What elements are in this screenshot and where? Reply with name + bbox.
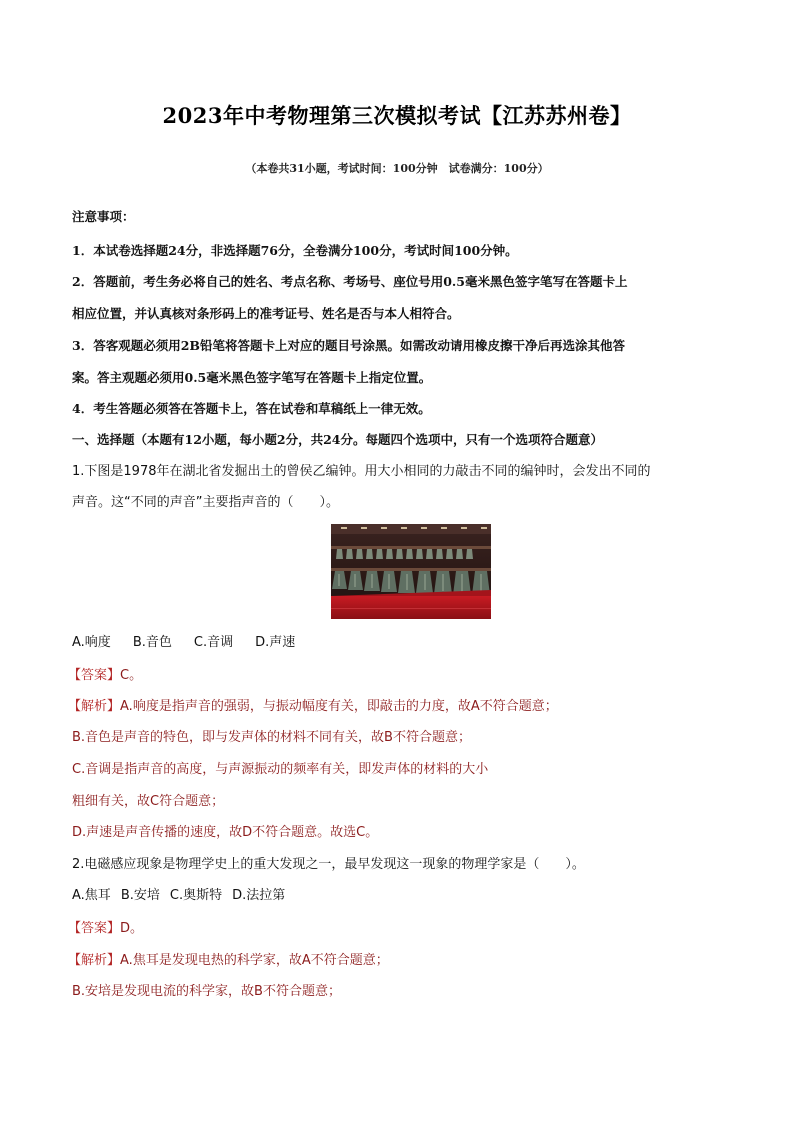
- analysis-tag: 【解析】: [68, 699, 121, 714]
- answer-tag: 【答案】: [68, 668, 121, 683]
- notice-3: 3．答客观题必须用2B铅笔将答题卡上对应的题目号涂黑。如需改动请用橡皮擦干净后再选涂其他答: [72, 338, 625, 353]
- page-title: 2023年中考物理第三次模拟考试【江苏苏州卷】: [162, 103, 632, 128]
- q1-analysis-line3: C.音调是指声音的高度，与声源振动的频率有关，即发声体的材料的大小: [72, 762, 489, 777]
- notice-2-cont: 相应位置，并认真核对条形码上的准考证号、姓名是否与本人相符合。: [72, 306, 460, 321]
- q1-options: [72, 634, 317, 651]
- analysis-text: A.焦耳是发现电热的科学家，故A不符合题意；: [120, 953, 389, 968]
- q1-analysis-line1: [68, 697, 558, 715]
- notice-3-cont: 案。答主观题必须用0.5毫米黑色签字笔写在答题卡上指定位置。: [72, 370, 432, 385]
- q2-option-a: A.焦耳: [72, 888, 111, 903]
- notice-heading: 注意事项：: [72, 209, 135, 224]
- q1-analysis-line5: D.声速是声音传播的速度，故D不符合题意。故选C。: [72, 825, 379, 840]
- q1-analysis-line4: 粗细有关，故C符合题意；: [72, 794, 225, 809]
- section-heading: 一、选择题（本题有12小题，每小题2分，共24分。每题四个选项中，只有一个选项符合题意）: [72, 432, 603, 447]
- q2-answer: [68, 919, 143, 937]
- q1-analysis-line2: B.音色是声音的特色，即与发声体的材料不同有关，故B不符合题意；: [72, 730, 471, 745]
- q1-option-d: D.声速: [255, 635, 296, 650]
- answer-value: C。: [120, 668, 143, 683]
- q2-analysis-line2: B.安培是发现电流的科学家，故B不符合题意；: [72, 984, 341, 999]
- answer-value: D。: [120, 921, 144, 936]
- notice-1: 1．本试卷选择题24分，非选择题76分，全卷满分100分，考试时间100分钟。: [72, 243, 518, 258]
- bianzhong-bells-photo: [331, 524, 491, 619]
- analysis-text: A.响度是指声音的强弱，与振动幅度有关，即敲击的力度，故A不符合题意；: [120, 699, 558, 714]
- q2-option-d: D.法拉第: [232, 888, 286, 903]
- q1-option-c: C.音调: [193, 635, 234, 650]
- exam-subtitle: （本卷共31小题，考试时间：100分钟 试卷满分：100分）: [245, 162, 549, 175]
- q1-answer: [68, 666, 142, 684]
- notice-2: 2．答题前，考生务必将自己的姓名、考点名称、考场号、座位号用0.5毫米黑色签字笔写在答题卡上: [72, 274, 628, 289]
- answer-tag: 【答案】: [68, 921, 121, 936]
- q2-option-b: B.安培: [120, 888, 160, 903]
- q1-option-b: B.音色: [132, 635, 172, 650]
- q1-stem-line1: 1.下图是1978年在湖北省发掘出土的曾侯乙编钟。用大小相同的力敲击不同的编钟时，会发出不同的: [72, 464, 651, 479]
- q1-stem-line2: 声音。这“不同的声音”主要指声音的（ ）。: [72, 495, 339, 510]
- q2-options: [72, 887, 295, 904]
- analysis-tag: 【解析】: [68, 953, 121, 968]
- q2-option-c: C.奥斯特: [169, 888, 223, 903]
- notice-4: 4．考生答题必须答在答题卡上，答在试卷和草稿纸上一律无效。: [72, 401, 431, 416]
- q2-analysis-line1: [68, 951, 389, 969]
- q1-option-a: A.响度: [72, 635, 111, 650]
- q2-stem: 2.电磁感应现象是物理学史上的重大发现之一，最早发现这一现象的物理学家是（ ）。: [72, 857, 585, 872]
